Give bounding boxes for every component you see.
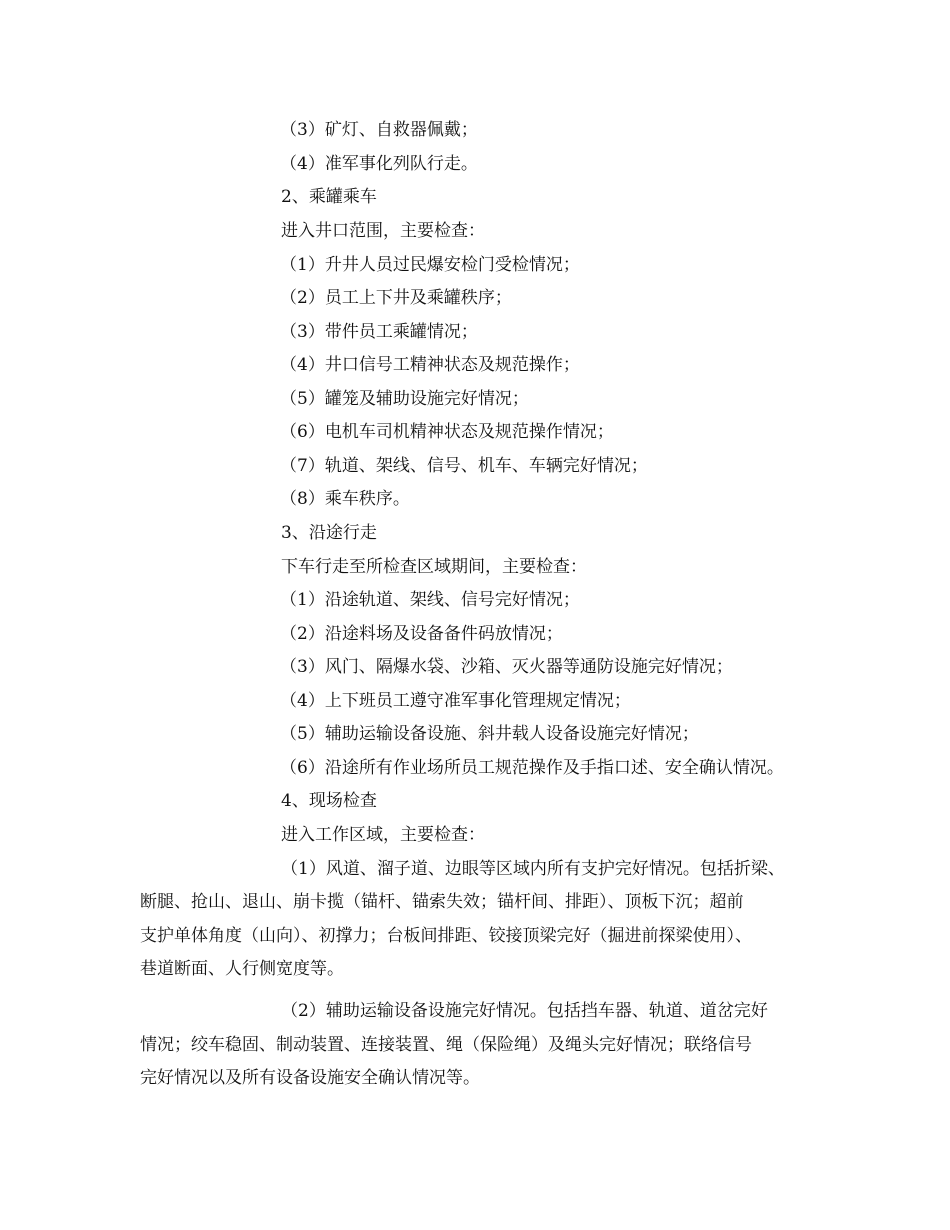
text-line: （4）上下班员工遵守准军事化管理规定情况； bbox=[280, 691, 631, 711]
paragraph-line: 情况；绞车稳固、制动装置、连接装置、绳（保险绳）及绳头完好情况；联络信号 bbox=[140, 1035, 752, 1055]
text-line: （5）罐笼及辅助设施完好情况； bbox=[280, 389, 529, 409]
text-line: （7）轨道、架线、信号、机车、车辆完好情况； bbox=[280, 456, 648, 476]
text-line: 进入工作区域，主要检查： bbox=[281, 825, 485, 845]
text-line: （1）沿途轨道、架线、信号完好情况； bbox=[280, 590, 580, 610]
text-line: （3）带件员工乘罐情况； bbox=[280, 322, 478, 342]
text-line: （4）准军事化列队行走。 bbox=[280, 154, 478, 174]
text-line: （5）辅助运输设备设施、斜井载人设备设施完好情况； bbox=[280, 724, 699, 744]
text-line: （1）升井人员过民爆安检门受检情况； bbox=[280, 255, 580, 275]
text-line: （8）乘车秩序。 bbox=[280, 489, 410, 509]
section-heading: 3、沿途行走 bbox=[281, 523, 377, 543]
paragraph-line: （1）风道、溜子道、边眼等区域内所有支护完好情况。包括折梁、 bbox=[281, 859, 785, 879]
text-line: （3）风门、隔爆水袋、沙箱、灭火器等通防设施完好情况； bbox=[280, 657, 733, 677]
paragraph-line: （2）辅助运输设备设施完好情况。包括挡车器、轨道、道岔完好 bbox=[281, 1001, 768, 1021]
text-line: 进入井口范围，主要检查： bbox=[281, 221, 485, 241]
paragraph-line: 巷道断面、人行侧宽度等。 bbox=[140, 959, 344, 979]
paragraph-line: 支护单体角度（山向）、初撑力；台板间排距、铰接顶梁完好（掘进前探梁使用）、 bbox=[140, 926, 752, 946]
text-line: （6）电机车司机精神状态及规范操作情况； bbox=[280, 422, 614, 442]
paragraph-line: 断腿、抢山、退山、崩卡揽（锚杆、锚索失效；锚杆间、排距）、顶板下沉；超前 bbox=[140, 892, 744, 912]
text-line: （3）矿灯、自救器佩戴； bbox=[280, 120, 478, 140]
text-line: （2）员工上下井及乘罐秩序； bbox=[280, 288, 512, 308]
text-line: （2）沿途料场及设备备件码放情况； bbox=[280, 624, 563, 644]
text-line: 下车行走至所检查区域期间，主要检查： bbox=[281, 557, 587, 577]
text-line: （6）沿途所有作业场所员工规范操作及手指口述、安全确认情况。 bbox=[280, 758, 784, 778]
text-line: （4）井口信号工精神状态及规范操作； bbox=[280, 355, 580, 375]
section-heading: 4、现场检查 bbox=[281, 791, 377, 811]
section-heading: 2、乘罐乘车 bbox=[281, 187, 377, 207]
paragraph-line: 完好情况以及所有设备设施安全确认情况等。 bbox=[140, 1068, 480, 1088]
